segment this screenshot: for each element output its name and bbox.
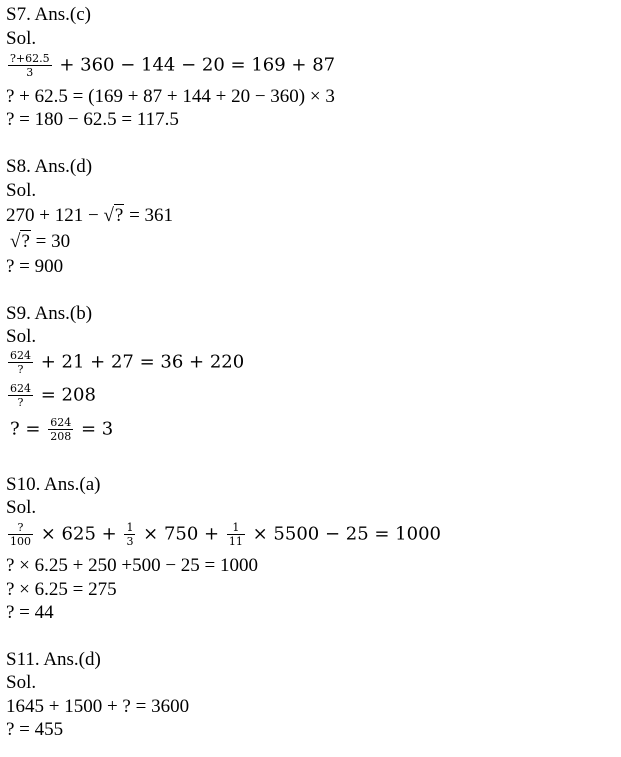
s9-fraction-3 [48,416,73,443]
s8-equation-1-right: = 361 [124,205,174,226]
s10-term-2: × 750 + [143,523,220,545]
s9-equation-1 [6,349,244,376]
s9-fraction-2 [8,382,33,409]
s7-sol-label: Sol. [6,28,37,49]
s9-fraction-3-numerator: 624 [50,416,72,429]
s10-fraction-3-denominator: 11 [228,535,243,548]
s10-sol-label: Sol. [6,497,37,518]
s9-equation-3 [10,416,113,443]
s10-fraction-2-numerator: 1 [126,521,134,534]
s10-fraction-3-numerator: 1 [227,521,245,535]
s10-fraction-1-numerator: ? [8,521,33,535]
square-root-icon: √? [103,205,124,226]
s9-equation-2-rest: = 208 [40,384,96,406]
s9-fraction-1-denominator: ? [17,363,24,376]
s11-line-2: ? = 455 [6,719,64,740]
s8-line-3: ? = 900 [6,256,64,277]
s7-equation-1 [6,52,335,79]
s10-fraction-2-denominator: 3 [126,535,134,548]
s8-equation-1 [6,205,173,227]
s7-equation-1-rest: + 360 − 144 − 20 = 169 + 87 [59,54,336,76]
s9-equation-1-rest: + 21 + 27 = 36 + 220 [40,351,245,373]
s7-fraction [8,52,52,79]
s8-radicand-2: ? [21,231,30,252]
s7-line-2: ? + 62.5 = (169 + 87 + 144 + 20 − 360) × 3 [6,86,335,107]
s10-fraction-1 [8,521,33,548]
square-root-icon: √? [10,231,30,252]
s9-equation-2 [6,382,96,409]
s10-line-2: ? × 6.25 + 250 +500 − 25 = 1000 [6,555,259,576]
s11-heading: S11. Ans.(d) [6,649,101,670]
s8-sol-label: Sol. [6,180,37,201]
s9-sol-label: Sol. [6,326,37,347]
s10-term-1: × 625 + [40,523,117,545]
s7-fraction-denominator: 3 [26,66,34,79]
s10-fraction-2 [124,521,135,548]
s9-fraction-2-denominator: ? [17,396,24,409]
s8-radicand: ? [114,205,124,226]
s9-fraction-1-numerator: 624 [10,349,31,362]
s11-line-1: 1645 + 1500 + ? = 3600 [6,696,190,717]
s8-equation-1-left: 270 + 121 − [6,205,104,226]
s9-heading: S9. Ans.(b) [6,303,93,324]
s10-fraction-1-denominator: 100 [10,535,31,548]
s7-heading: S7. Ans.(c) [6,4,91,25]
s10-line-4: ? = 44 [6,602,54,623]
s9-fraction-3-denominator: 208 [50,430,72,443]
s10-fraction-3 [227,521,245,548]
s11-sol-label: Sol. [6,672,37,693]
s7-fraction-numerator: ?+62.5 [10,52,50,65]
s8-heading: S8. Ans.(d) [6,156,93,177]
s10-term-3: × 5500 − 25 = 1000 [252,523,441,545]
s9-fraction-2-numerator: 624 [10,382,31,395]
s8-equation-2 [10,231,70,253]
s8-equation-2-right: = 30 [30,231,71,252]
s10-heading: S10. Ans.(a) [6,474,101,495]
s10-equation-1 [6,521,441,548]
s10-line-3: ? × 6.25 = 275 [6,579,117,600]
s9-equation-3-rest: = 3 [80,418,114,440]
s7-line-3: ? = 180 − 62.5 = 117.5 [6,109,179,130]
s9-fraction-1 [8,349,33,376]
s9-equation-3-left: ? = [10,418,41,440]
